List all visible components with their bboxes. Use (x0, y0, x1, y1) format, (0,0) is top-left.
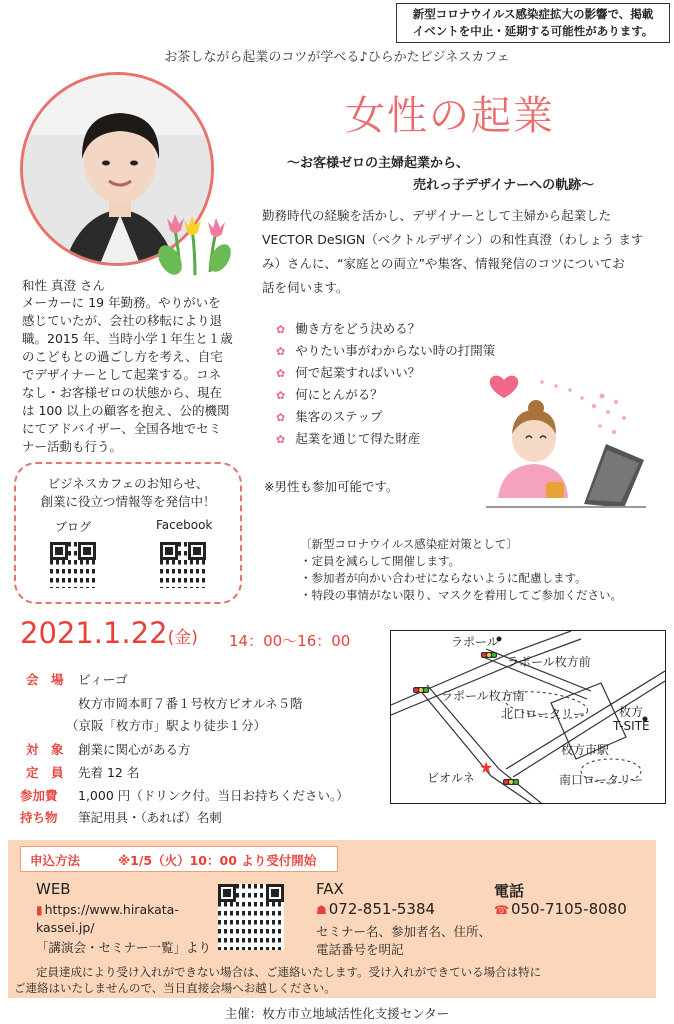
covid-measures (300, 536, 670, 604)
fax-instructions-line2: 電話番号を明記 (316, 942, 404, 957)
bio-line: にてアドバイザー、全国各地でセミ (22, 421, 222, 436)
covid-item: ・特段の事情がない限り、マスクを着用してご参加ください。 (300, 588, 622, 602)
web-reference: 「講演会・セミナー一覧」より (36, 940, 212, 955)
intro-text (262, 204, 664, 300)
list-item (276, 340, 495, 362)
venue-address: 枚方市岡本町７番１号枚方ビオルネ５階 (78, 696, 303, 711)
web-url-line2[interactable]: kassei.jp/ (36, 920, 95, 935)
venue-value: ビィーゴ (78, 672, 128, 687)
bio-line: のこどもとの過ごし方を考え、自宅 (22, 349, 223, 364)
woman-laptop-illustration (484, 368, 650, 518)
covid-title: 〔新型コロナウイルス感染症対策として〕 (300, 537, 518, 551)
flower-bullet-icon: ✿ (276, 433, 286, 446)
list-item (276, 362, 495, 384)
bio-line: ナー活動も行う。 (22, 439, 123, 454)
svg-text:★: ★ (479, 758, 494, 777)
event-day-of-week: (金) (167, 628, 198, 648)
venue-access: （京阪「枚方市」駅より徒歩１分） (66, 718, 267, 733)
topic-label: やりたい事がわからない時の打開策 (295, 343, 496, 358)
notice-line2: イベントを中止・延期する可能性があります。 (412, 24, 654, 38)
subtitle-line1: ～お客様ゼロの主婦起業から、 (287, 156, 470, 171)
mobile-icon: ▮ (36, 903, 43, 917)
bio-line: メーカーに 19 年勤務。やりがいを (22, 295, 221, 310)
topic-label: 何で起業すればいい？ (295, 365, 421, 380)
flower-bullet-icon: ✿ (276, 411, 286, 424)
fee-label: 参加費 (20, 788, 58, 803)
phone-icon: ☎ (494, 903, 509, 917)
cancellation-notice (396, 3, 670, 43)
flower-bullet-icon: ✿ (276, 345, 286, 358)
topic-label: 集客のステップ (295, 409, 383, 424)
covid-item: ・定員を減らして開催します。 (300, 554, 461, 568)
bio-line: 感じていたが、会社の移転により退 (22, 313, 223, 328)
map-label-tsite-2: T-SITE (613, 719, 650, 733)
list-item (276, 318, 495, 340)
facebook-label: Facebook (156, 518, 213, 532)
map-label-laporte-minami: ラポール枚方南 (441, 689, 525, 703)
list-item (276, 428, 495, 450)
fee-value: 1,000 円（ドリンク付。当日お持ちください。） (78, 788, 349, 803)
topic-label: 起業を通じて得た財産 (295, 431, 421, 446)
organizer: 主催：枚方市立地域活性化支援センター (224, 1006, 450, 1021)
map-label-laporte: ラポール (451, 635, 499, 649)
blog-qr-code[interactable] (50, 542, 96, 588)
map-label-biorne: ビオルネ (427, 771, 475, 785)
list-item (276, 384, 495, 406)
men-welcome-note: ※男性も参加可能です。 (264, 479, 399, 494)
notice-line1: 新型コロナウイルス感染症拡大の影響で、掲載 (412, 7, 654, 21)
fax-heading: FAX (316, 880, 344, 898)
topic-label: 何にとんがる？ (295, 387, 383, 402)
map-label-north-rotary: 北口ロータリー (501, 707, 586, 721)
bio-line: でデザイナーとして起業する。コネ (22, 367, 222, 382)
map-label-south-rotary: 南口ロータリー (559, 773, 644, 787)
intro-line: 勤務時代の経験を活かし、デザイナーとして主婦から起業した (262, 208, 612, 223)
phone-heading: 電話 (494, 882, 525, 900)
fax-instructions-line1: セミナー名、参加者名、住所、 (316, 924, 492, 939)
tulip-illustration (150, 200, 240, 280)
info-box-line2: 創業に役立つ情報等を発信中！ (40, 494, 216, 509)
map-label-station: 枚方市駅 (561, 743, 610, 757)
intro-line: 話を伺います。 (262, 280, 349, 295)
flower-bullet-icon: ✿ (276, 323, 286, 336)
list-item (276, 406, 495, 428)
event-time: 14：00～16：00 (229, 632, 351, 650)
map-label-tsite: 枚方 (619, 705, 644, 719)
fax-icon: ☗ (316, 903, 327, 917)
event-date-value: 2021.1.22 (20, 616, 168, 650)
capacity-value: 先着 12 名 (78, 765, 140, 780)
facebook-qr-code[interactable] (160, 542, 206, 588)
topic-label: 働き方をどう決める？ (295, 321, 421, 336)
topic-list (276, 318, 495, 450)
target-label: 対 象 (26, 742, 64, 757)
speaker-bio (22, 294, 246, 456)
flower-bullet-icon: ✿ (276, 389, 286, 402)
flower-bullet-icon: ✿ (276, 367, 286, 380)
items-label: 持ち物 (20, 810, 58, 825)
bio-line: 職。2015 年、当時小学１年生と１歳 (22, 331, 233, 346)
fax-number (316, 900, 435, 918)
capacity-notice-line2: ご連絡はいたしませんので、当日直接会場へお越しください。 (14, 981, 336, 995)
phone-number-value: 050-7105-8080 (510, 900, 627, 918)
capacity-label: 定 員 (26, 765, 64, 780)
web-url-line1: https://www.hirakata- (44, 902, 179, 917)
intro-line: み）さんに、“家庭との両立”や集客、情報発信のコツについてお (262, 256, 625, 271)
items-value: 筆記用具・（あれば）名刺 (78, 810, 222, 825)
venue-map (390, 630, 666, 804)
intro-line: VECTOR DeSIGN（ベクトルデザイン）の和性真澄（わしょう ます (262, 232, 644, 247)
bio-line: なし・お客様ゼロの状態から、現在 (22, 385, 223, 400)
tagline: お茶しながら起業のコツが学べる♪ひらかたビジネスカフェ (164, 50, 510, 65)
event-date (20, 616, 198, 650)
blog-label: ブログ (55, 520, 92, 534)
capacity-notice-line1: 定員達成により受け入れができない場合は、ご連絡いたします。受け入れができている場合は特に (36, 965, 542, 979)
application-start-note: ※1/5（火）10：00 より受付開始 (118, 853, 317, 868)
map-label-laporte-mae: ラポール枚方前 (507, 655, 591, 669)
target-value: 創業に関心がある方 (78, 742, 191, 757)
page-title: 女性の起業 (345, 93, 555, 139)
speaker-name: 和性 真澄 さん (22, 278, 105, 293)
web-heading: WEB (36, 880, 71, 898)
web-qr-code[interactable] (218, 884, 284, 950)
bio-line: は 100 以上の顧客を抱え、公的機関 (22, 403, 230, 418)
phone-number[interactable] (494, 900, 627, 918)
covid-item: ・参加者が向かい合わせにならないように配慮します。 (300, 571, 587, 585)
subtitle-line2: 売れっ子デザイナーへの軌跡～ (413, 178, 595, 193)
web-url[interactable] (36, 902, 179, 917)
info-box-line1: ビジネスカフェのお知らせ、 (47, 476, 209, 491)
application-title: 申込方法 (30, 853, 81, 868)
fax-number-value: 072-851-5384 (328, 900, 436, 918)
venue-label: 会 場 (26, 672, 64, 687)
